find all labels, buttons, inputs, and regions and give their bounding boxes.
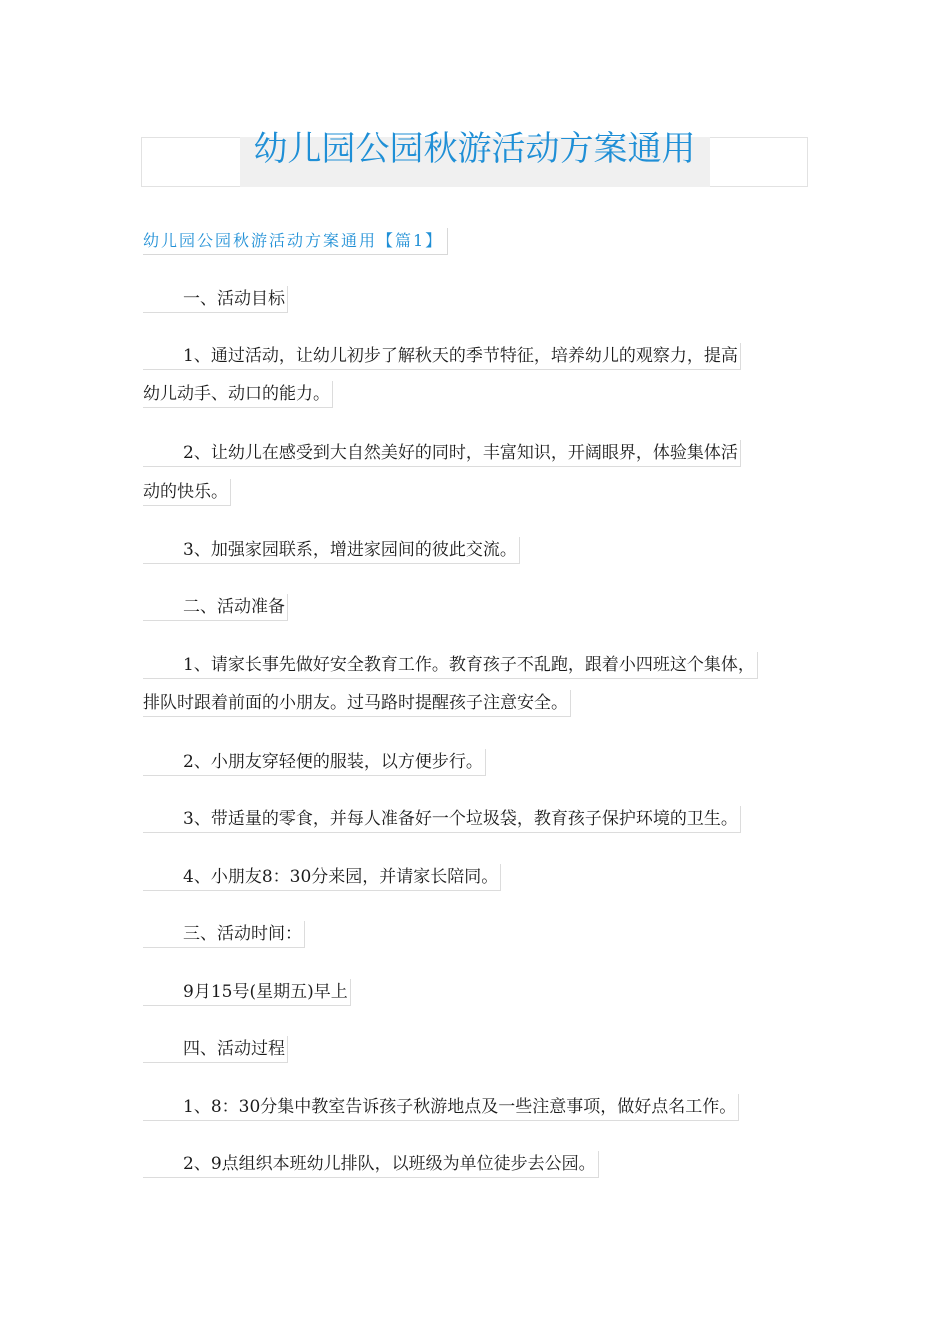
paragraph-line: 9月15号(星期五)早上 bbox=[143, 979, 351, 1006]
paragraph-line: 2、小朋友穿轻便的服装，以方便步行。 bbox=[143, 749, 486, 776]
heading-time: 三、活动时间： bbox=[143, 921, 305, 948]
paragraph-line: 动的快乐。 bbox=[143, 479, 231, 506]
paragraph-line: 排队时跟着前面的小朋友。过马路时提醒孩子注意安全。 bbox=[143, 690, 571, 717]
paragraph-line: 1、请家长事先做好安全教育工作。教育孩子不乱跑，跟着小四班这个集体， bbox=[143, 652, 758, 679]
paragraph-line: 2、让幼儿在感受到大自然美好的同时，丰富知识，开阔眼界，体验集体活 bbox=[143, 440, 741, 467]
paragraph-line: 1、通过活动，让幼儿初步了解秋天的季节特征，培养幼儿的观察力，提高 bbox=[143, 343, 741, 370]
document-title: 幼儿园公园秋游活动方案通用 bbox=[253, 129, 696, 169]
section-heading: 幼儿园公园秋游活动方案通用【篇1】 bbox=[143, 228, 448, 255]
paragraph-line: 3、加强家园联系，增进家园间的彼此交流。 bbox=[143, 537, 520, 564]
paragraph-line: 1、8：30分集中教室告诉孩子秋游地点及一些注意事项，做好点名工作。 bbox=[143, 1094, 739, 1121]
paragraph-line: 4、小朋友8：30分来园，并请家长陪同。 bbox=[143, 864, 501, 891]
heading-goals: 一、活动目标 bbox=[143, 286, 288, 313]
paragraph-line: 2、9点组织本班幼儿排队，以班级为单位徒步去公园。 bbox=[143, 1151, 599, 1178]
paragraph-line: 3、带适量的零食，并每人准备好一个垃圾袋，教育孩子保护环境的卫生。 bbox=[143, 806, 741, 833]
paragraph-line: 幼儿动手、动口的能力。 bbox=[143, 381, 333, 408]
heading-process: 四、活动过程 bbox=[143, 1036, 288, 1063]
heading-preparation: 二、活动准备 bbox=[143, 594, 288, 621]
